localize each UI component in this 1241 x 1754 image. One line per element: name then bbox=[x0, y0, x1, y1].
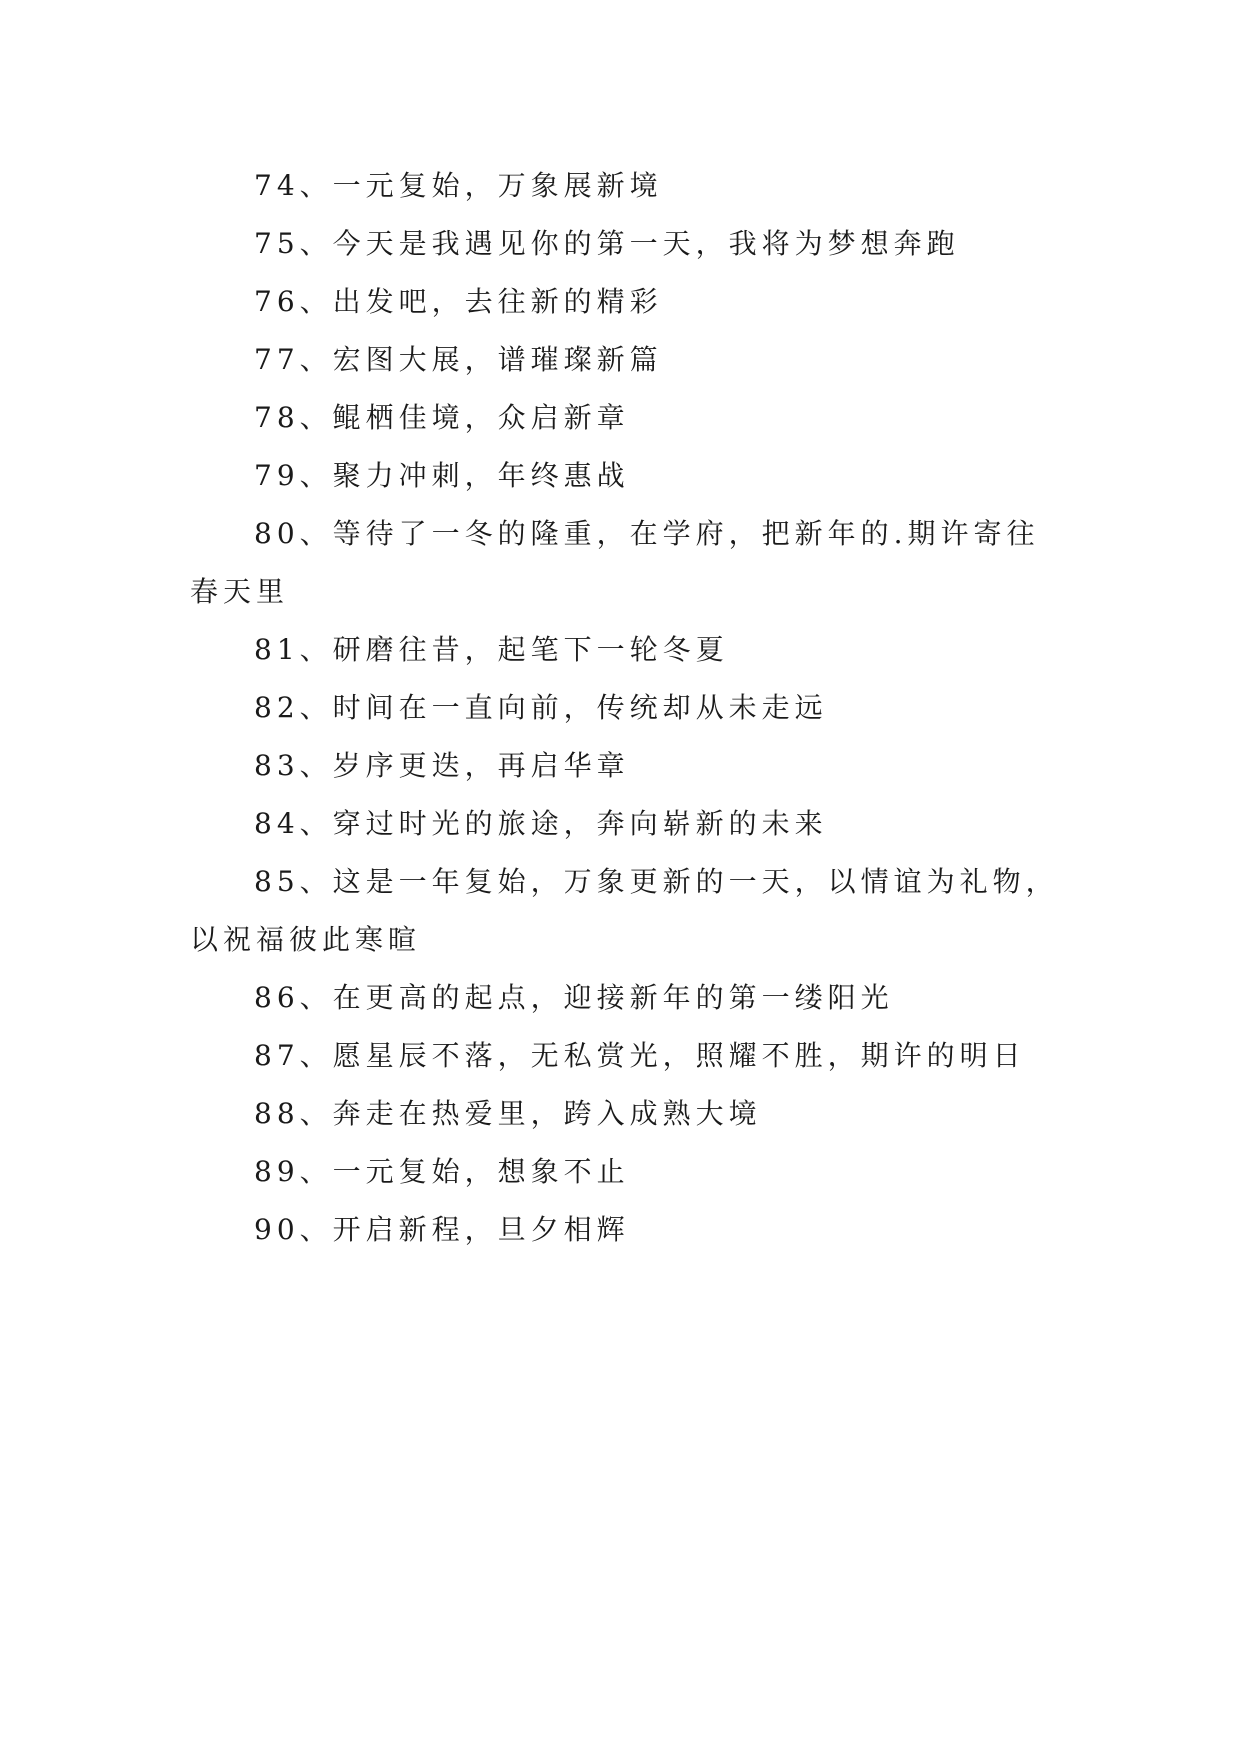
list-item: 80、等待了一冬的隆重，在学府，把新年的.期许寄往春天里 bbox=[190, 517, 1040, 608]
list-item: 87、愿星辰不落，无私赏光，照耀不胜，期许的明日 bbox=[254, 1039, 1026, 1072]
list-item: 85、这是一年复始，万象更新的一天，以情谊为礼物，以祝福彼此寒暄 bbox=[190, 865, 1059, 956]
list-item: 82、时间在一直向前，传统却从未走远 bbox=[254, 691, 828, 724]
list-item: 89、一元复始，想象不止 bbox=[254, 1155, 630, 1188]
list-item: 84、穿过时光的旅途，奔向崭新的未来 bbox=[254, 807, 828, 840]
list-item: 83、岁序更迭，再启华章 bbox=[254, 749, 630, 782]
list-item: 81、研磨往昔，起笔下一轮冬夏 bbox=[254, 633, 729, 666]
list-item: 75、今天是我遇见你的第一天，我将为梦想奔跑 bbox=[254, 227, 960, 260]
list-item: 79、聚力冲刺，年终惠战 bbox=[254, 459, 630, 492]
list-item: 76、出发吧，去往新的精彩 bbox=[254, 285, 663, 318]
list-item: 77、宏图大展，谱璀璨新篇 bbox=[254, 343, 663, 376]
list-item: 78、鲲栖佳境，众启新章 bbox=[254, 401, 630, 434]
list-item: 88、奔走在热爱里，跨入成熟大境 bbox=[254, 1097, 762, 1130]
slogan-list bbox=[190, 157, 1070, 1259]
list-item: 90、开启新程，旦夕相辉 bbox=[254, 1213, 630, 1246]
list-item: 74、一元复始，万象展新境 bbox=[254, 169, 663, 202]
list-item: 86、在更高的起点，迎接新年的第一缕阳光 bbox=[254, 981, 894, 1014]
